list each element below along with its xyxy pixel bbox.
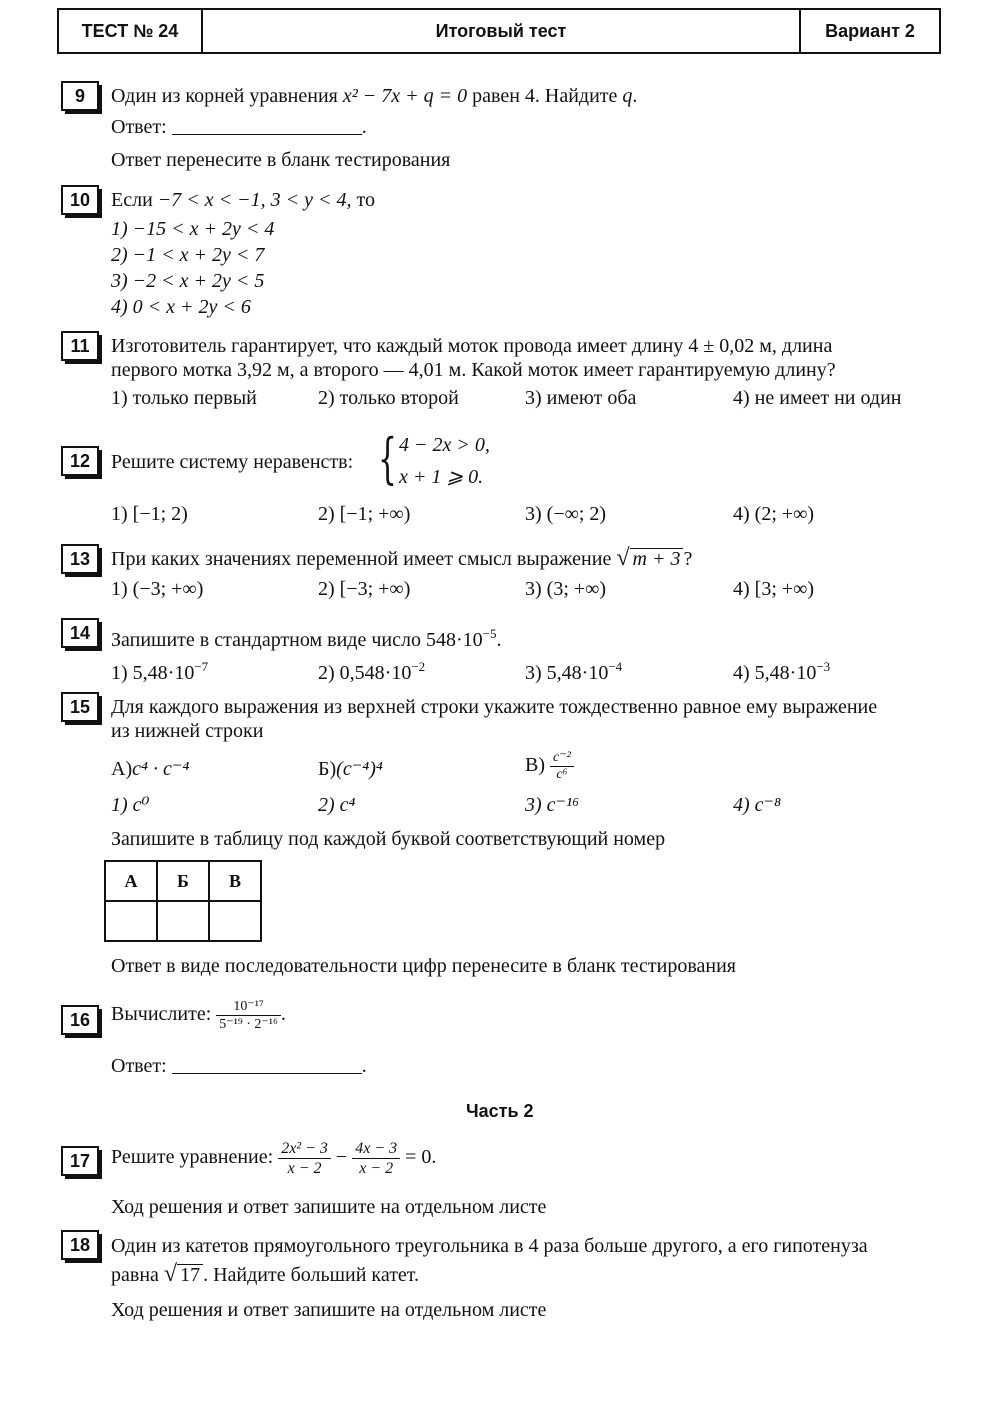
part-2-heading: Часть 2	[466, 1101, 534, 1121]
question-number-16: 16	[61, 1005, 99, 1035]
q14-option-4-base: 4) 5,48·10	[733, 662, 817, 684]
q18-radicand: 17	[177, 1264, 203, 1285]
q14-period: .	[496, 629, 502, 651]
q15-line-2: из нижней строки	[111, 720, 264, 742]
q15-expr-b-value: (c⁻⁴)⁴	[336, 758, 383, 780]
q12-inequality-2: x + 1 ⩾ 0.	[399, 466, 484, 488]
q10-text-b: то	[356, 189, 375, 211]
q15-table-header-a: А	[105, 861, 157, 901]
q17-fraction-2	[352, 1139, 400, 1178]
q11-option-1[interactable]: 1) только первый	[111, 387, 257, 409]
q18-note: Ход решения и ответ запишите на отдельном листе	[111, 1299, 547, 1321]
q14-option-1[interactable]	[111, 655, 208, 685]
question-number-9: 9	[61, 81, 99, 111]
q13-text	[111, 546, 692, 571]
q9-variable: q	[622, 85, 633, 107]
q17-fraction-1-denominator: x − 2	[287, 1160, 322, 1177]
q14-option-3-base: 3) 5,48·10	[525, 662, 609, 684]
q16-text	[111, 998, 286, 1033]
q12-system-brace: {	[378, 427, 397, 490]
test-variant: Вариант 2	[825, 21, 915, 41]
q10-text-a: Если	[111, 189, 153, 211]
q10-text	[111, 188, 375, 212]
q10-option-2[interactable]: 2) −1 < x + 2y < 7	[111, 244, 265, 266]
q14-option-4-exp: −3	[816, 659, 831, 674]
q17-note: Ход решения и ответ запишите на отдельном листе	[111, 1196, 547, 1218]
q12-option-1[interactable]: 1) [−1; 2)	[111, 503, 188, 525]
q14-option-4[interactable]	[733, 655, 830, 685]
q12-text: Решите систему неравенств:	[111, 451, 354, 473]
q16-answer-blank[interactable]	[172, 1055, 362, 1074]
q13-option-3[interactable]: 3) (3; +∞)	[525, 578, 607, 600]
q10-option-3[interactable]: 3) −2 < x + 2y < 5	[111, 270, 265, 292]
q9-answer-row: Ответ: .	[111, 116, 367, 138]
q14-option-1-exp: −7	[194, 659, 209, 674]
q9-text-b: равен 4. Найдите	[472, 85, 618, 107]
q15-answer-cell-a[interactable]	[105, 901, 157, 941]
q18-line-2-a: равна	[111, 1264, 159, 1286]
q12-option-3[interactable]: 3) (−∞; 2)	[525, 503, 607, 525]
q16-answer-label: Ответ:	[111, 1055, 167, 1077]
q18-line-1: Один из катетов прямоугольного треугольника в 4 раза больше другого, а его гипотенуза	[111, 1235, 868, 1257]
q9-note: Ответ перенесите в бланк тестирования	[111, 149, 451, 171]
q15-expr-v	[525, 750, 574, 783]
q16-numerator: 10⁻¹⁷	[216, 998, 281, 1016]
q14-option-2-base: 2) 0,548·10	[318, 662, 412, 684]
q11-line-2: первого мотка 3,92 м, а второго — 4,01 м. Какой моток имеет гарантируемую длину?	[111, 359, 836, 381]
q11-option-2[interactable]: 2) только второй	[318, 387, 459, 409]
q15-option-1[interactable]: 1) c⁰	[111, 794, 150, 816]
q17-text-main: Решите уравнение:	[111, 1146, 274, 1169]
q11-line-1: Изготовитель гарантирует, что каждый моток провода имеет длину 4 ± 0,02 м, длина	[111, 335, 833, 357]
question-number-11: 11	[61, 331, 99, 361]
q14-option-1-base: 1) 5,48·10	[111, 662, 195, 684]
q17-fraction-2-denominator: x − 2	[359, 1160, 394, 1177]
question-number-18: 18	[61, 1230, 99, 1260]
q9-text: Один из корней уравнения x² − 7x + q = 0 равен 4. Найдите q.	[111, 85, 638, 107]
q10-option-4[interactable]: 4) 0 < x + 2y < 6	[111, 296, 251, 318]
q14-option-3-exp: −4	[608, 659, 623, 674]
q16-denominator: 5⁻¹⁹ · 2⁻¹⁶	[219, 1017, 278, 1032]
q13-sqrt-icon: √	[616, 545, 630, 571]
q17-fraction-2-numerator: 4x − 3	[352, 1139, 400, 1159]
q11-option-3[interactable]: 3) имеют оба	[525, 387, 637, 409]
q13-radicand: m + 3	[630, 548, 684, 569]
q15-option-4[interactable]: 4) c⁻⁸	[733, 794, 782, 816]
q15-table-header-v: В	[209, 861, 261, 901]
q15-answer-cell-v[interactable]	[209, 901, 261, 941]
q17-fraction-1-numerator: 2x² − 3	[278, 1139, 331, 1159]
q15-expr-b-label: Б)	[318, 758, 337, 780]
test-number: ТЕСТ № 24	[59, 10, 203, 52]
q15-line-1: Для каждого выражения из верхней строки укажите тождественно равное ему выражение	[111, 696, 878, 718]
q10-option-1[interactable]: 1) −15 < x + 2y < 4	[111, 218, 275, 240]
test-header	[57, 8, 941, 54]
q13-question-mark: ?	[683, 548, 693, 570]
question-number-13: 13	[61, 544, 99, 574]
q13-option-1[interactable]: 1) (−3; +∞)	[111, 578, 204, 600]
q15-answer-cell-b[interactable]	[157, 901, 209, 941]
q10-condition: −7 < x < −1, 3 < y < 4,	[157, 189, 352, 211]
q9-equation: x² − 7x + q = 0	[342, 85, 468, 107]
question-number-15: 15	[61, 692, 99, 722]
q16-answer-row: Ответ: .	[111, 1055, 367, 1077]
q15-expr-b	[318, 757, 383, 781]
q15-expr-v-fraction	[550, 750, 574, 783]
q12-inequality-1: 4 − 2x > 0,	[399, 434, 490, 456]
q18-line-2-b: . Найдите больший катет.	[203, 1264, 420, 1286]
q15-answer-table	[104, 860, 262, 942]
q14-exponent: −5	[482, 626, 497, 641]
q14-text	[111, 622, 501, 652]
q15-instruction: Запишите в таблицу под каждой буквой соответствующий номер	[111, 828, 666, 850]
q15-note: Ответ в виде последовательности цифр перенесите в бланк тестирования	[111, 955, 736, 977]
q15-expr-v-label: В)	[525, 754, 545, 777]
q14-option-2[interactable]	[318, 655, 425, 685]
q14-option-3[interactable]	[525, 655, 622, 685]
q14-text-main: Запишите в стандартном виде число 548·10	[111, 629, 483, 651]
q13-text-main: При каких значениях переменной имеет смысл выражение	[111, 548, 612, 570]
q16-period: .	[280, 1003, 286, 1026]
q18-sqrt-icon: √	[163, 1261, 178, 1287]
q11-option-4[interactable]: 4) не имеет ни один	[733, 387, 902, 409]
q9-answer-blank[interactable]	[172, 116, 362, 135]
q15-option-2[interactable]: 2) c⁴	[318, 794, 356, 816]
q9-text-a: Один из корней уравнения	[111, 85, 338, 107]
q15-expr-a	[111, 757, 189, 781]
q14-option-2-exp: −2	[411, 659, 426, 674]
q15-option-3[interactable]: 3) c⁻¹⁶	[525, 794, 580, 816]
question-number-17: 17	[61, 1146, 99, 1176]
q17-fraction-1	[278, 1139, 331, 1178]
q13-option-2[interactable]: 2) [−3; +∞)	[318, 578, 411, 600]
test-title: Итоговый тест	[203, 10, 801, 52]
question-number-14: 14	[61, 618, 99, 648]
q9-answer-label: Ответ:	[111, 116, 167, 138]
q12-option-4[interactable]: 4) (2; +∞)	[733, 503, 815, 525]
q16-text-main: Вычислите:	[111, 1003, 212, 1026]
q15-expr-v-denominator: c⁶	[556, 767, 568, 782]
q15-expr-v-numerator: c⁻²	[550, 750, 574, 767]
q17-text	[111, 1139, 436, 1178]
q16-fraction	[216, 998, 281, 1033]
q15-expr-a-value: c⁴ · c⁻⁴	[132, 758, 190, 780]
q15-table-header-b: Б	[157, 861, 209, 901]
q13-option-4[interactable]: 4) [3; +∞)	[733, 578, 815, 600]
question-number-12: 12	[61, 446, 99, 476]
q15-expr-a-label: А)	[111, 758, 133, 780]
q17-minus: −	[335, 1146, 348, 1169]
q18-line-2	[111, 1262, 419, 1287]
question-number-10: 10	[61, 185, 99, 215]
q17-equals-zero: = 0.	[405, 1146, 437, 1169]
q12-option-2[interactable]: 2) [−1; +∞)	[318, 503, 411, 525]
